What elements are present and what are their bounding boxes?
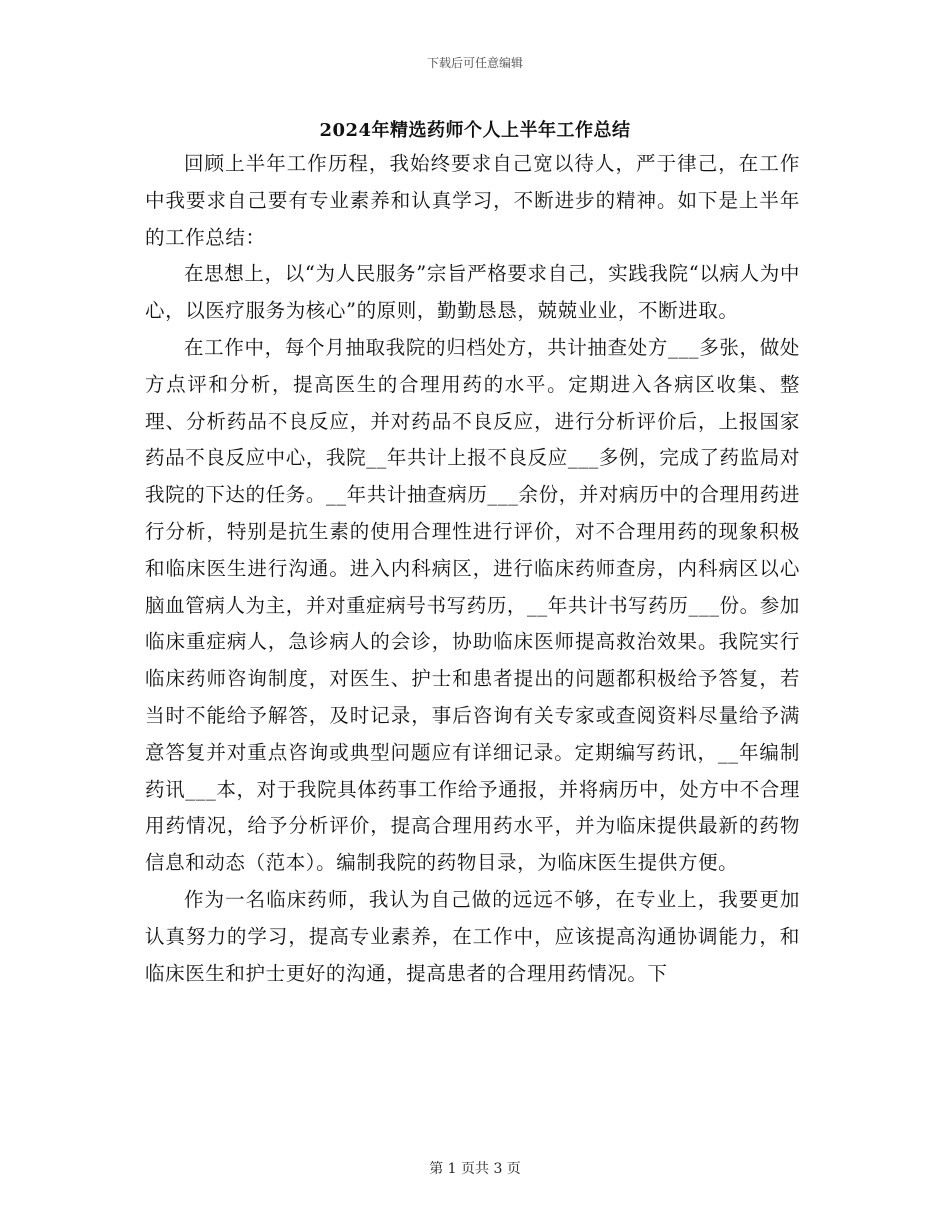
paragraph-ideology: 在思想上，以“为人民服务”宗旨严格要求自己，实践我院“以病人为中心，以医疗服务为核心”的原则，勤勤恳恳，兢兢业业，不断进取。 [145,262,800,323]
paragraph-work: 在工作中，每个月抽取我院的归档处方，共计抽查处方___多张，做处方点评和分析，提高医生的合理用药的水平。定期进入各病区收集、整理、分析药品不良反应，并对药品不良反应，进行分析评价后，上报国家药品不良反应中心，我院__年共计上报不良反应___多例，完成了药监局对我院的下达的任务。__年共计抽查病历___余份，并对病历中的合理用药进行分析，特别是抗生素的使用合理性进行评价，对不合理用药的现象积极和临床医生进行沟通。进入内科病区，进行临床药师查房，内科病区以心脑血管病人为主，并对重症病号书写药历，__年共计书写药历___份。参加临床重症病人，急诊病人的会诊，协助临床医师提高救治效果。我院实行临床药师咨询制度，对医生、护士和患者提出的问题都积极给予答复，若当时不能给予解答，及时记录，事后咨询有关专家或查阅资料尽量给予满意答复并对重点咨询或典型问题应有详细记录。定期编写药讯，__年编制药讯___本，对于我院具体药事工作给予通报，并将病历中，处方中不合理用药情况，给予分析评价，提高合理用药水平，并为临床提供最新的药物信息和动态（范本）。编制我院的药物目录，为临床医生提供方便。 [145,335,800,875]
page-header-note: 下载后可任意编辑 [426,56,523,70]
document-title: 2024年精选药师个人上半年工作总结 [319,120,631,141]
page-number-footer: 第 1 页共 3 页 [429,1161,521,1177]
paragraph-reflection: 作为一名临床药师，我认为自己做的远远不够，在专业上，我要更加认真努力的学习，提高专业素养，在工作中，应该提高沟通协调能力，和临床医生和护士更好的沟通，提高患者的合理用药情况。下 [145,887,800,985]
document-body [145,146,800,992]
paragraph-intro: 回顾上半年工作历程，我始终要求自己宽以待人，严于律己，在工作中我要求自己要有专业素养和认真学习，不断进步的精神。如下是上半年的工作总结： [145,152,800,249]
